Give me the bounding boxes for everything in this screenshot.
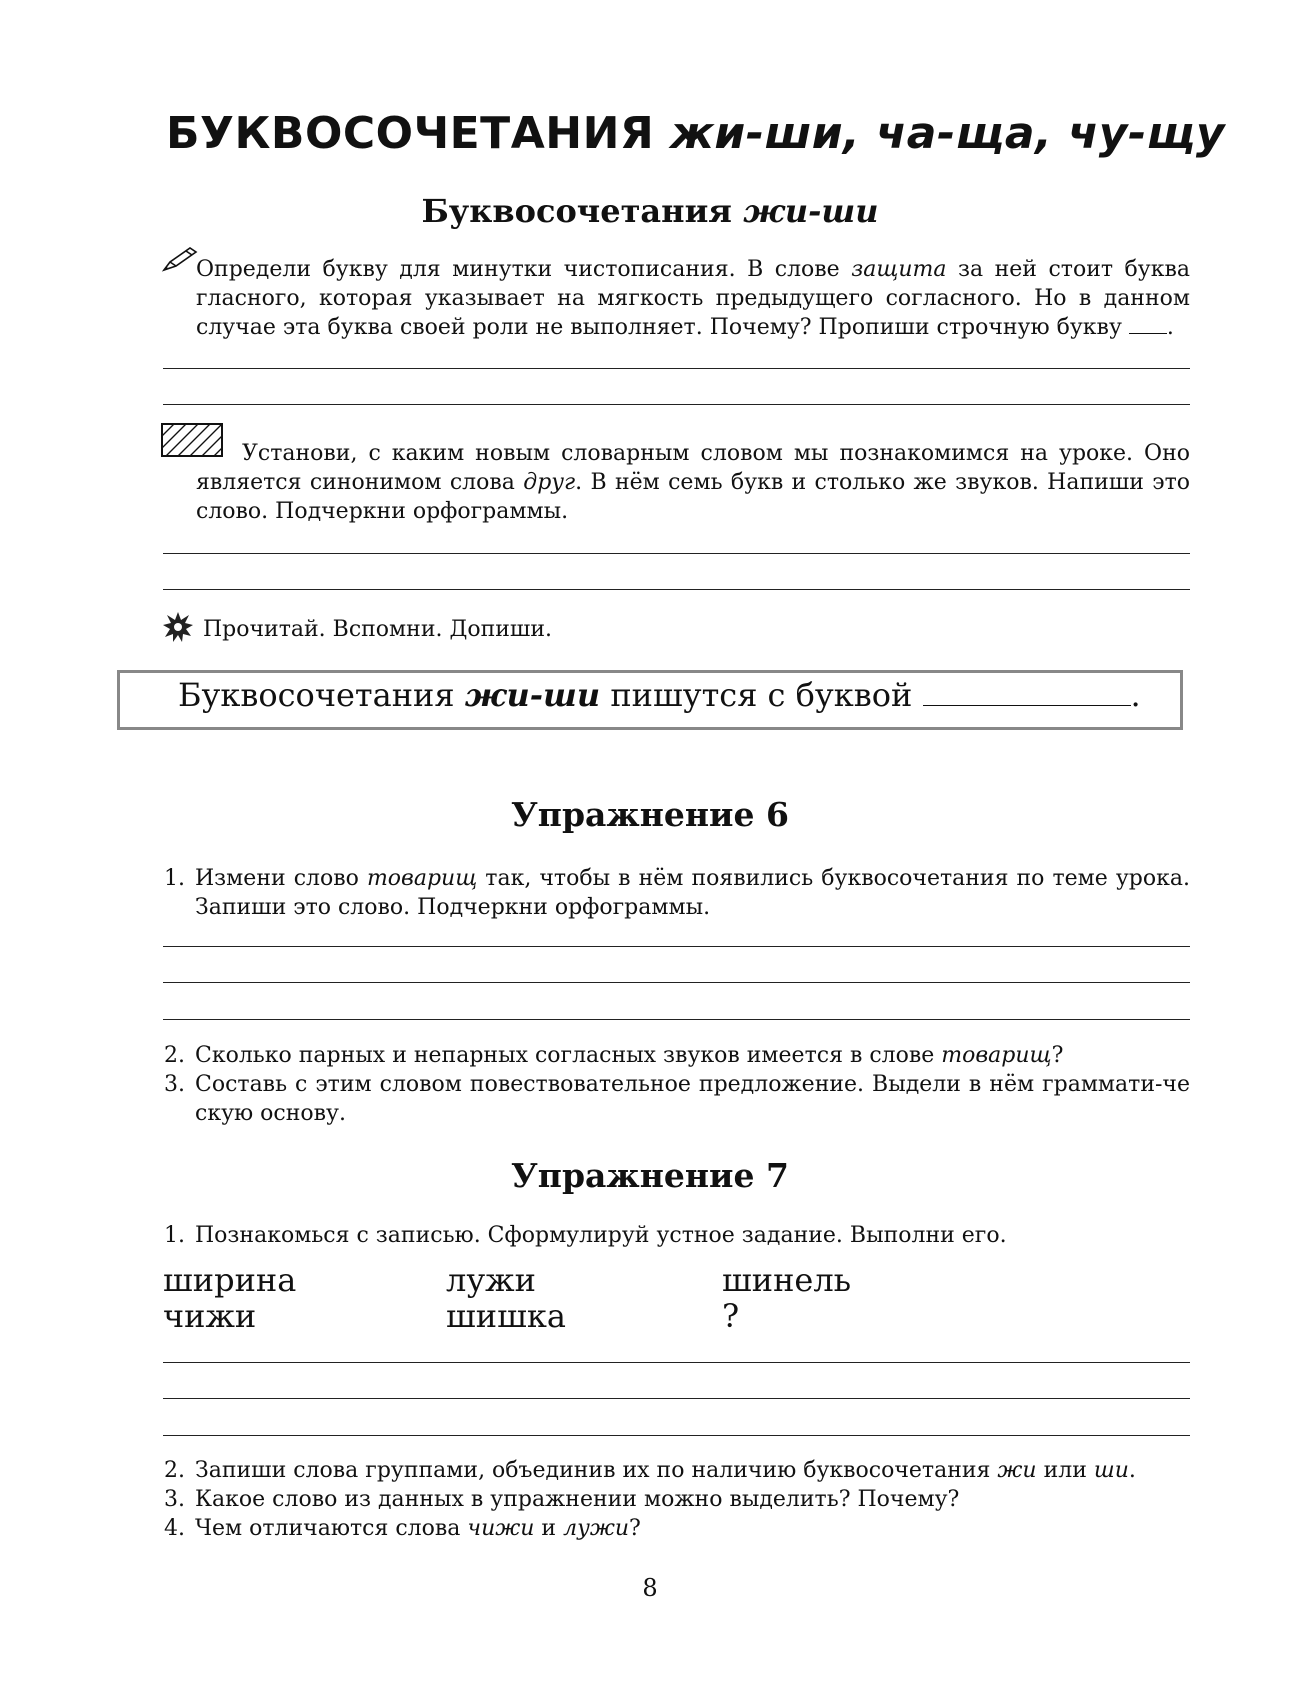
word-shirina: ширина (163, 1261, 297, 1299)
writing-line[interactable] (163, 1398, 1190, 1399)
word-luzhi: лужи (446, 1261, 536, 1299)
writing-line[interactable] (163, 982, 1190, 983)
subtitle-text: Буквосочетания (421, 192, 732, 230)
writing-line[interactable] (163, 1362, 1190, 1363)
writing-line[interactable] (163, 404, 1190, 405)
section-subtitle (0, 192, 1300, 230)
task3-text: Прочитай. Вспомни. Допиши. (203, 617, 553, 642)
writing-line[interactable] (163, 1019, 1190, 1020)
writing-line[interactable] (163, 553, 1190, 554)
rule-box-text: Буквосочетания жи-ши пишутся с буквой . (178, 676, 1141, 714)
word-chizhi: чижи (163, 1297, 257, 1335)
task1-text: Определи букву для минутки чистописания. В слове защита за ней стоит буква гласного, которая указывает на мягкость предыдущего согласного. Но в данном случае эта буква своей роли не выполняет. Почему? Пропиши строчную букву . (196, 257, 1190, 340)
subtitle-combo: жи-ши (743, 192, 879, 230)
letter-blank[interactable] (1129, 333, 1167, 334)
exercise7-q1: 1. Познакомься с записью. Сформулируй устное задание. Выполни его. (164, 1223, 1007, 1248)
word-unknown: ? (722, 1297, 740, 1335)
word-tovarishch: товарищ (366, 866, 478, 891)
writing-line[interactable] (163, 589, 1190, 590)
rule-letter-blank[interactable] (923, 705, 1131, 706)
pen-icon (160, 244, 200, 274)
title-main: БУКВОСОЧЕТАНИЯ (166, 108, 655, 159)
exercise7-title: Упражнение 7 (511, 1156, 789, 1195)
exercise6-title: Упражнение 6 (511, 795, 789, 834)
exercise6-q2: 2. Сколько парных и непарных согласных звуков имеется в слове товарищ? (164, 1043, 1064, 1068)
exercise6-q1: 1. Измени слово товарищ так, чтобы в нём появились буквосочетания по теме урока. Запиши это слово. Подчеркни орфограммы. (164, 866, 1190, 920)
rule-combo: жи-ши (464, 676, 601, 714)
word-shishka: шишка (446, 1297, 566, 1335)
writing-line[interactable] (163, 368, 1190, 369)
word-tovarishch: товарищ (941, 1043, 1052, 1068)
word-zashchita: защита (851, 257, 947, 282)
exercise7-q3: 3. Какое слово из данных в упражнении можно выделить? Почему? (164, 1487, 960, 1512)
word-drug: друг (523, 470, 576, 495)
exercise7-q2: 2. Запиши слова группами, объединив их по наличию буквосочетания жи или ши. (164, 1458, 1136, 1483)
page-number: 8 (642, 1574, 658, 1602)
exercise7-q4: 4. Чем отличаются слова чижи и лужи? (164, 1516, 641, 1541)
word-shinel: шинель (722, 1261, 852, 1299)
writing-line[interactable] (163, 946, 1190, 947)
page-title (166, 108, 1225, 159)
task2-text: Установи, с каким новым словарным словом мы познакомимся на уроке. Оно является синонимом слова друг. В нём семь букв и столько же звуков. Напиши это слово. Подчеркни орфограммы. (196, 441, 1190, 524)
exercise6-q3: 3. Составь с этим словом повествовательное предложение. Выдели в нём граммати-ческую основу. (164, 1072, 1190, 1126)
star-burst-icon (162, 611, 194, 643)
writing-line[interactable] (163, 1435, 1190, 1436)
title-combos: жи-ши, ча-ща, чу-щу (670, 108, 1226, 159)
